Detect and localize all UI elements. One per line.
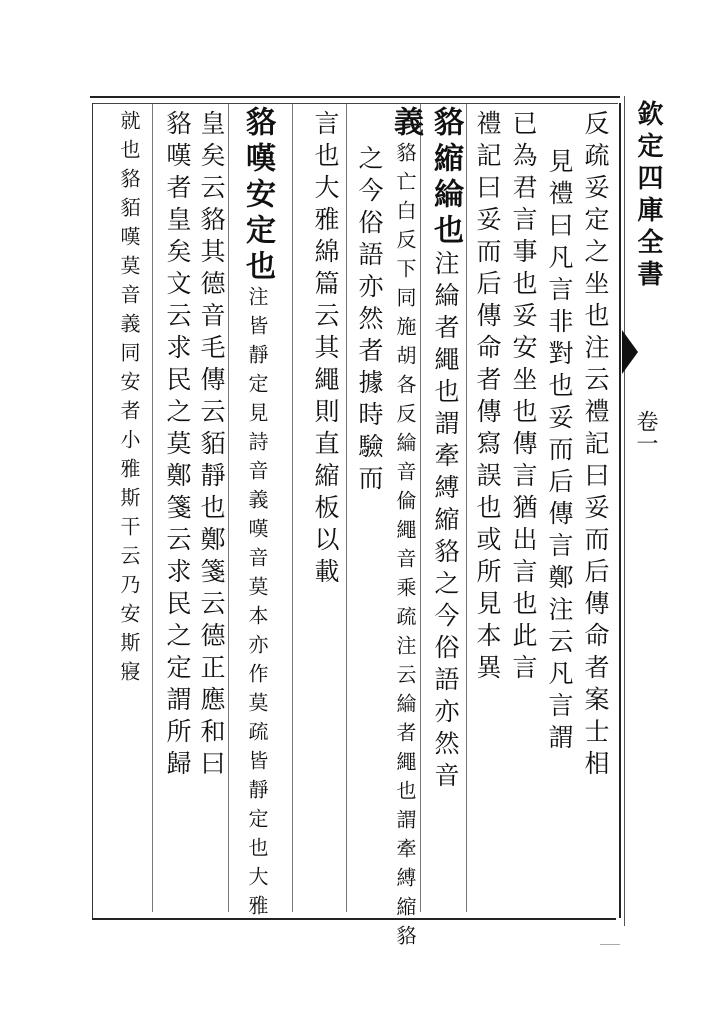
text-column-7: 之今俗語亦然者據時驗而 xyxy=(355,145,384,497)
column-divider xyxy=(152,104,153,912)
text-column-10: 皇矣云貉其德音毛傳云貊靜也鄭箋云德正應和曰 xyxy=(197,110,226,782)
headword: 義 xyxy=(388,106,423,142)
frame-left-rule xyxy=(92,103,93,918)
headword: 貉嘆安定也 xyxy=(240,106,275,286)
text-column-12: 就也貉貊嘆莫音義同安者小雅斯干云乃安斯寢 xyxy=(117,110,141,690)
headword: 貉縮綸也 xyxy=(428,106,463,250)
text-column-5 xyxy=(428,106,462,794)
column-text: 注綸者繩也謂牽縛縮貉之今俗語亦然音 xyxy=(431,250,460,794)
column-divider xyxy=(346,104,347,912)
column-divider xyxy=(292,104,293,912)
volume-label: 卷一 xyxy=(633,410,658,454)
frame-right-rule xyxy=(619,103,621,918)
frame-bottom-rule xyxy=(92,918,616,920)
text-column-1: 反疏妥定之坐也注云禮記曰妥而后傳命者案士相 xyxy=(581,110,610,782)
column-divider xyxy=(466,104,467,912)
text-column-8: 言也大雅綿篇云其繩則直縮板以載 xyxy=(311,110,340,590)
page-mark xyxy=(600,944,620,945)
text-column-2: 見禮曰凡言非對也妥而后傳言鄭注云凡言謂 xyxy=(545,148,574,756)
text-column-9 xyxy=(240,106,274,924)
column-divider xyxy=(228,104,229,912)
text-column-11: 貉嘆者皇矣文云求民之莫鄭箋云求民之定謂所歸 xyxy=(163,110,192,782)
margin-rule xyxy=(624,96,625,926)
frame-top-rule xyxy=(90,96,620,98)
column-text: 貉亡白反下同施胡各反綸音倫繩音乘疏注云綸者繩也謂牽縛縮貉 xyxy=(393,142,417,954)
frame-inner-rule xyxy=(92,103,618,104)
column-text: 注皆靜定見詩音義嘆音莫本亦作莫疏皆靜定也大雅 xyxy=(245,286,269,924)
text-column-3: 已為君言事也妥安坐也傳言猶出言也此言 xyxy=(509,110,538,686)
text-column-4: 禮記曰妥而后傳命者傳寫誤也或所見本異 xyxy=(473,110,502,686)
fishtail-mark-icon xyxy=(622,330,638,374)
text-column-6 xyxy=(388,106,422,954)
book-title: 欽定四庫全書 xyxy=(633,100,663,292)
